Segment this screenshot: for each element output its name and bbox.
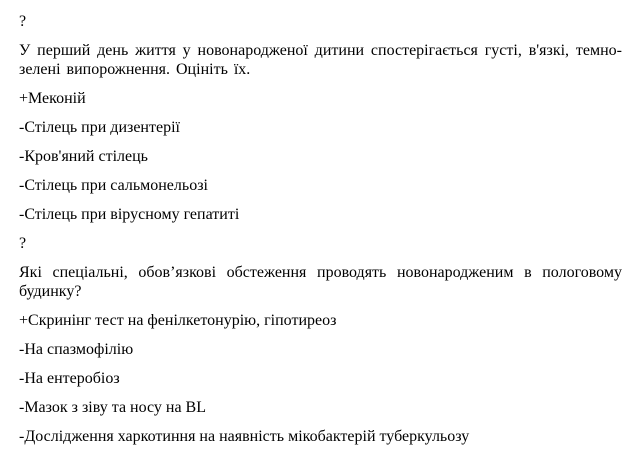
question-text: Які спеціальні, обов’язкові обстеження проводять новонародженим в пологовому будинку? [19, 264, 622, 300]
answer-option: -Стілець при дизентерії [19, 119, 180, 136]
answer-option: -На ентеробіоз [19, 370, 120, 387]
question-marker: ? [19, 235, 27, 252]
answer-option: -Кров'яний стілець [19, 148, 148, 165]
answer-correct: +Меконій [19, 90, 86, 107]
question-text: У перший день життя у новонародженої дитини спостерігається густі, в'язкі, темно-зелені випорожнення. Оцініть їх. [19, 42, 622, 78]
answer-option: -Мазок з зіву та носу на BL [19, 399, 206, 416]
answer-option: -Дослідження харкотиння на наявність мікобактерій туберкульозу [19, 428, 470, 445]
question-marker: ? [19, 13, 27, 30]
answer-correct: +Скринінг тест на фенілкетонурію, гіпотиреоз [19, 312, 337, 329]
answer-option: -На спазмофілію [19, 341, 134, 358]
answer-option: -Стілець при сальмонельозі [19, 177, 208, 194]
answer-option: -Стілець при вірусному гепатиті [19, 206, 240, 223]
